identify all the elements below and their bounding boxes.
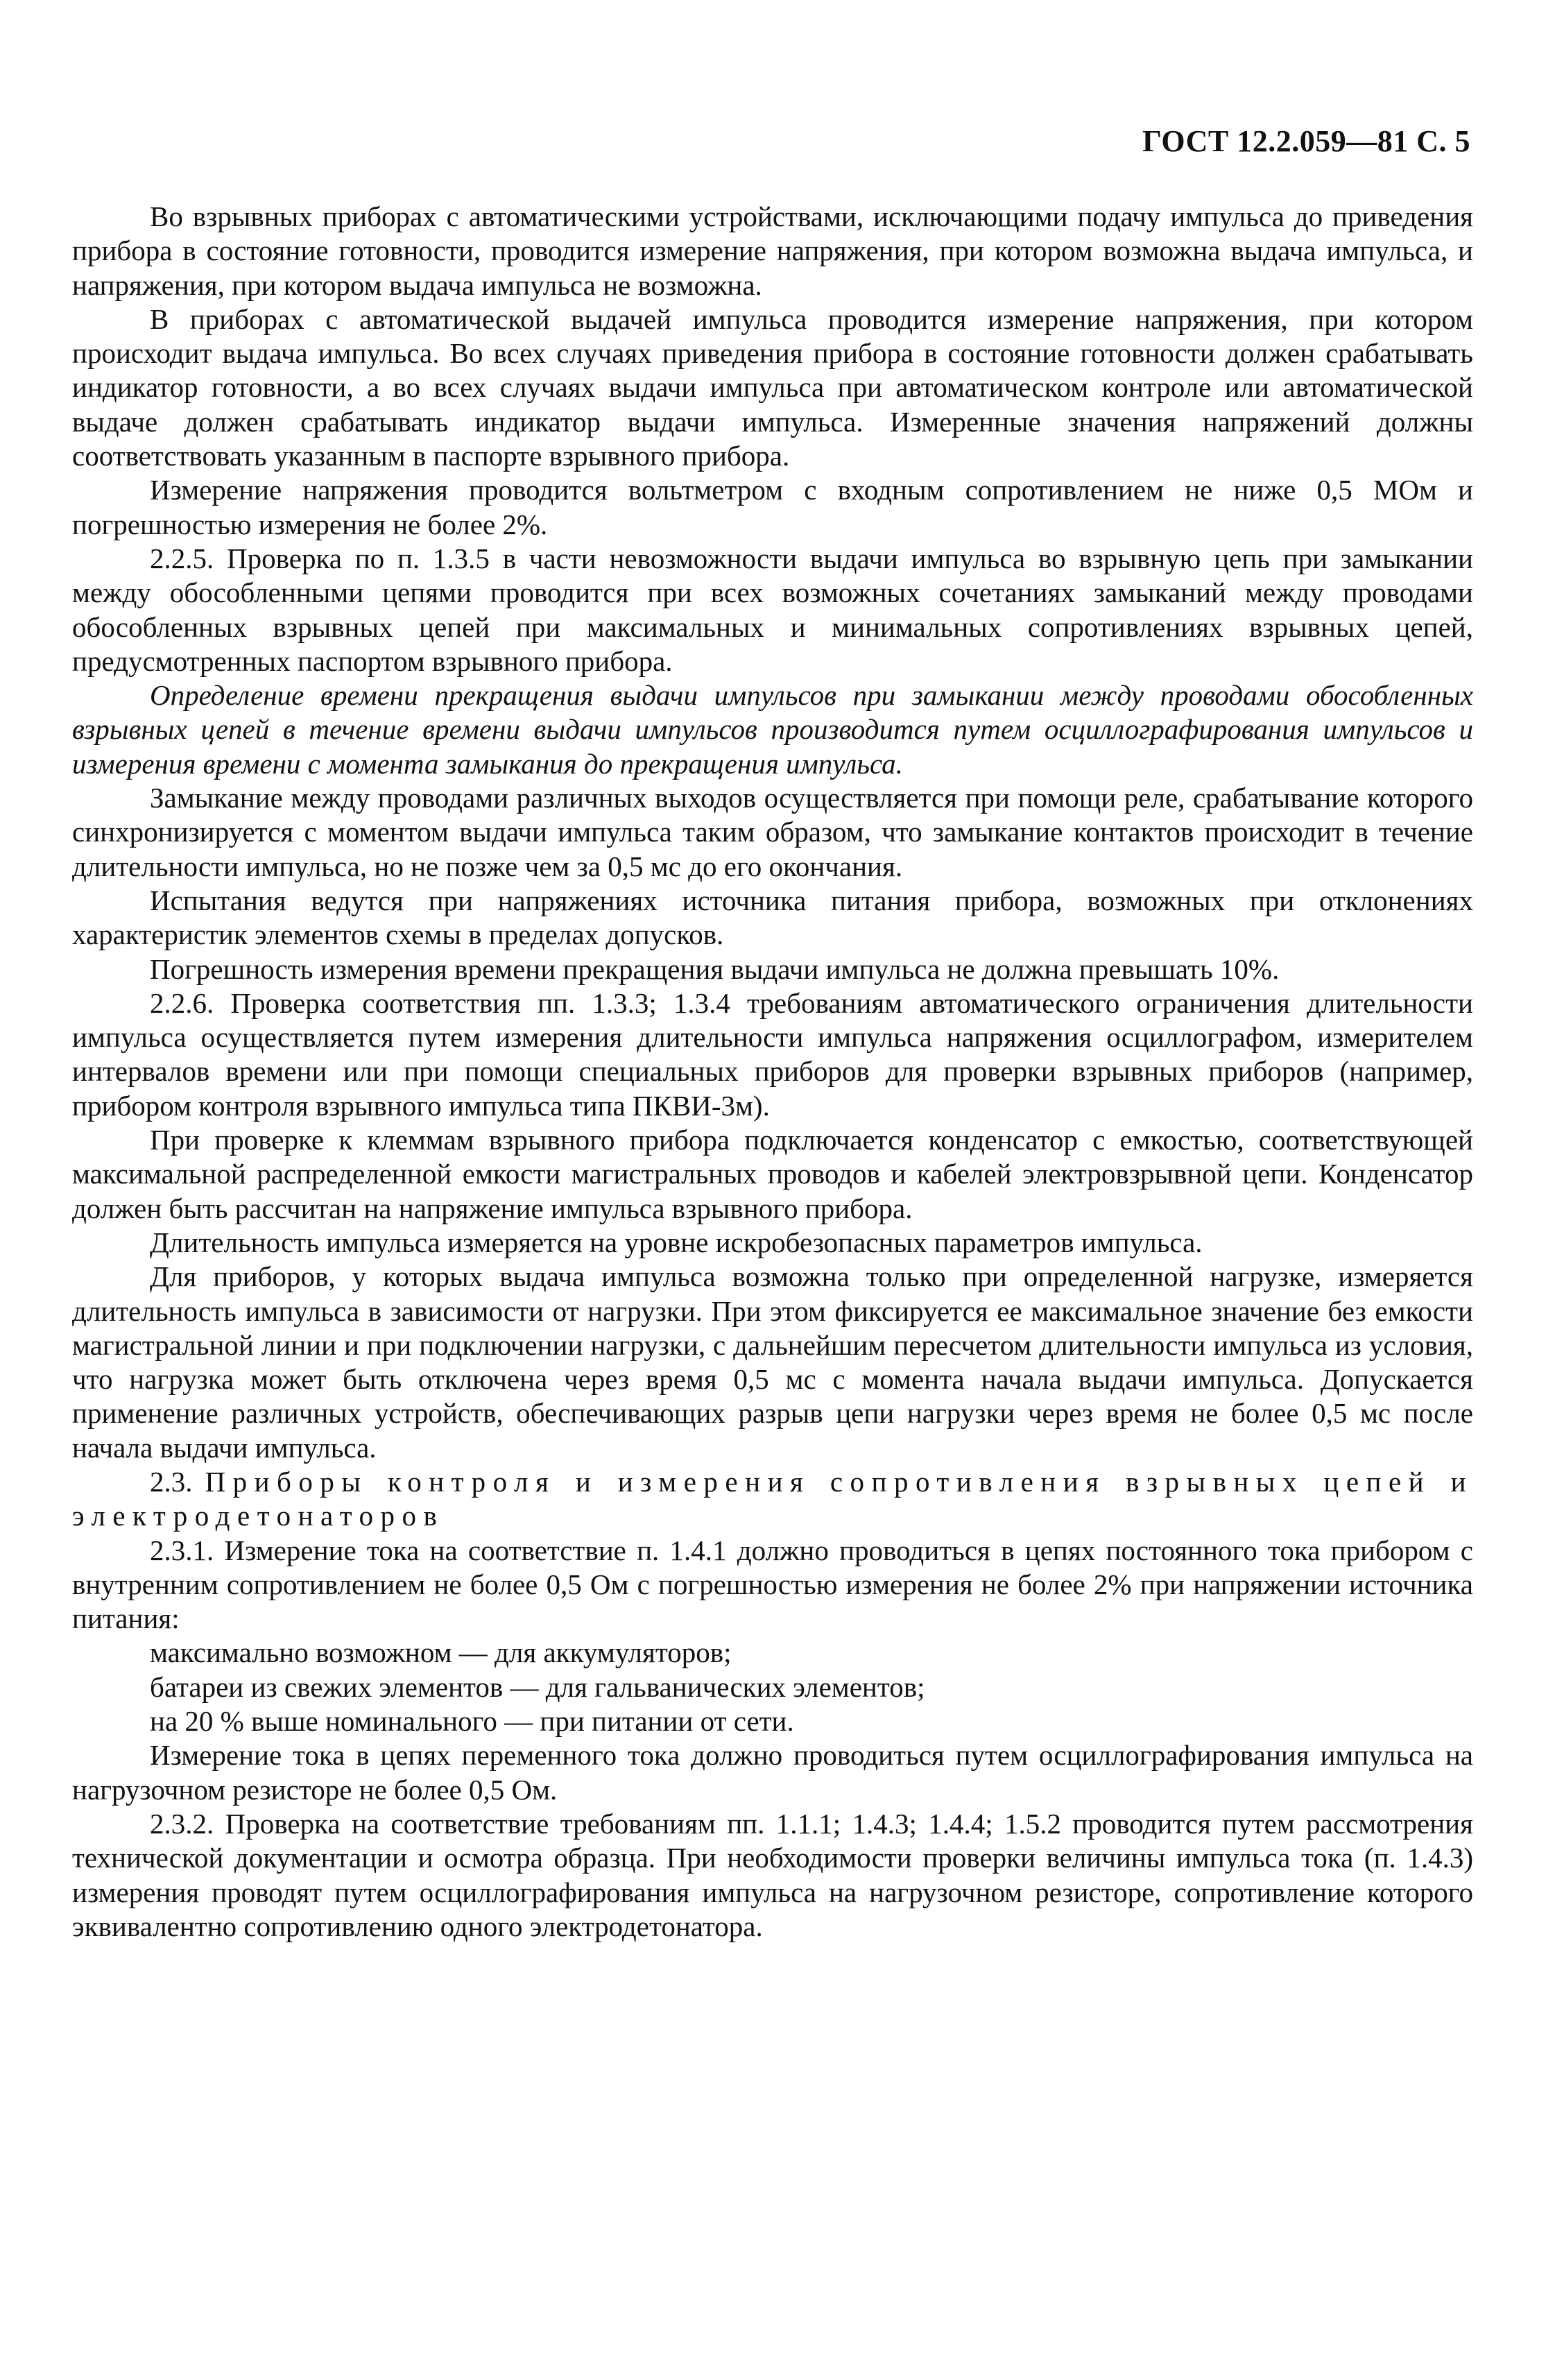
paragraph: Во взрывных приборах с автоматическими устройствами, исключающими подачу импульса до приведения прибора в состояние готовности, проводится измерение напряжения, при котором возможна выдача импульса, и напряжения, при котором выдача импульса не возможна. [72, 200, 1473, 301]
paragraph: Измерение напряжения проводится вольтметром с входным сопротивлением не ниже 0,5 МОм и погрешностью измерения не более 2%. [72, 474, 1473, 540]
paragraph: Для приборов, у которых выдача импульса возможна только при определенной нагрузке, измеряется длительность импульса в зависимости от нагрузки. При этом фиксируется ее максимальное значение без емкости магистральной линии и при подключении нагрузки, с дальнейшим пересчетом длительности импульса из условия, что нагрузка может быть отключена через время 0,5 мс с момента начала выдачи импульса. Допускается применение различных устройств, обеспечивающих разрыв цепи нагрузки через время не более 0,5 мс после начала выдачи импульса. [72, 1260, 1473, 1464]
list-item: максимально возможном — для аккумуляторов; [150, 1636, 732, 1669]
paragraph: Измерение тока в цепях переменного тока должно проводиться путем осциллографирования импульса на нагрузочном резисторе не более 0,5 Ом. [72, 1739, 1473, 1806]
paragraph: 2.2.5. Проверка по п. 1.3.5 в части невозможности выдачи импульса во взрывную цепь при замыкании между обособленными цепями проводится при всех возможных сочетаниях замыканий между проводами обособленных взрывных цепей при максимальных и минимальных сопротивлениях взрывных цепей, предусмотренных паспортом взрывного прибора. [72, 542, 1473, 677]
paragraph: Испытания ведутся при напряжениях источника питания прибора, возможных при отклонениях характеристик элементов схемы в пределах допусков. [72, 884, 1473, 951]
paragraph: 2.2.6. Проверка соответствия пп. 1.3.3; 1.3.4 требованиям автоматического ограничения длительности импульса осуществляется путем измерения длительности импульса напряжения осциллографом, измерителем интервалов времени или при помощи специальных приборов для проверки взрывных приборов (например, прибором контроля взрывного импульса типа ПКВИ-3м). [72, 986, 1473, 1122]
paragraph: Определение времени прекращения выдачи импульсов при замыкании между проводами обособленных взрывных цепей в течение времени выдачи импульсов производится путем осциллографирования импульсов и измерения времени с момента замыкания до прекращения импульса. [72, 679, 1473, 780]
section-title: Приборы контроля и измерения сопротивления взрывных цепей и электродетонаторов [72, 1465, 1474, 1532]
paragraph: 2.3.1. Измерение тока на соответствие п. 1.4.1 должно проводиться в цепях постоянного тока прибором с внутренним сопротивлением не более 0,5 Ом с погрешностью измерения не более 2% при напряжении источника питания: [72, 1534, 1473, 1635]
page-header: ГОСТ 12.2.059—81 С. 5 [1142, 124, 1470, 158]
paragraph: 2.3.2. Проверка на соответствие требованиям пп. 1.1.1; 1.4.3; 1.4.4; 1.5.2 проводится путем рассмотрения технической документации и осмотра образца. При необходимости проверки величины импульса тока (п. 1.4.3) измерения проводят путем осциллографирования импульса на нагрузочном резисторе, сопротивление которого эквивалентно сопротивлению одного электродетонатора. [72, 1807, 1473, 1942]
section-number: 2.3. [150, 1465, 193, 1498]
section-heading-2-3 [72, 1465, 1473, 1534]
paragraph: При проверке к клеммам взрывного прибора подключается конденсатор с емкостью, соответствующей максимальной распределенной емкости магистральных проводов и кабелей электровзрывной цепи. Конденсатор должен быть рассчитан на напряжение импульса взрывного прибора. [72, 1124, 1473, 1224]
paragraph: В приборах с автоматической выдачей импульса проводится измерение напряжения, при котором происходит выдача импульса. Во всех случаях приведения прибора в состояние готовности должен срабатывать индикатор готовности, а во всех случаях выдачи импульса при автоматическом контроле или автоматической выдаче должен срабатывать индикатор выдачи импульса. Измеренные значения напряжений должны соответствовать указанным в паспорте взрывного прибора. [72, 302, 1473, 472]
paragraph: Замыкание между проводами различных выходов осуществляется при помощи реле, срабатывание которого синхронизируется с моментом выдачи импульса таким образом, что замыкание контактов происходит в течение длительности импульса, но не позже чем за 0,5 мс до его окончания. [72, 782, 1473, 882]
paragraph: Погрешность измерения времени прекращения выдачи импульса не должна превышать 10%. [150, 952, 1280, 985]
paragraph: Длительность импульса измеряется на уровне искробезопасных параметров импульса. [150, 1226, 1203, 1258]
list-item: батареи из свежих элементов — для гальванических элементов; [150, 1670, 925, 1703]
document-body [72, 200, 1473, 1944]
list-item: на 20 % выше номинального — при питании от сети. [150, 1705, 794, 1738]
